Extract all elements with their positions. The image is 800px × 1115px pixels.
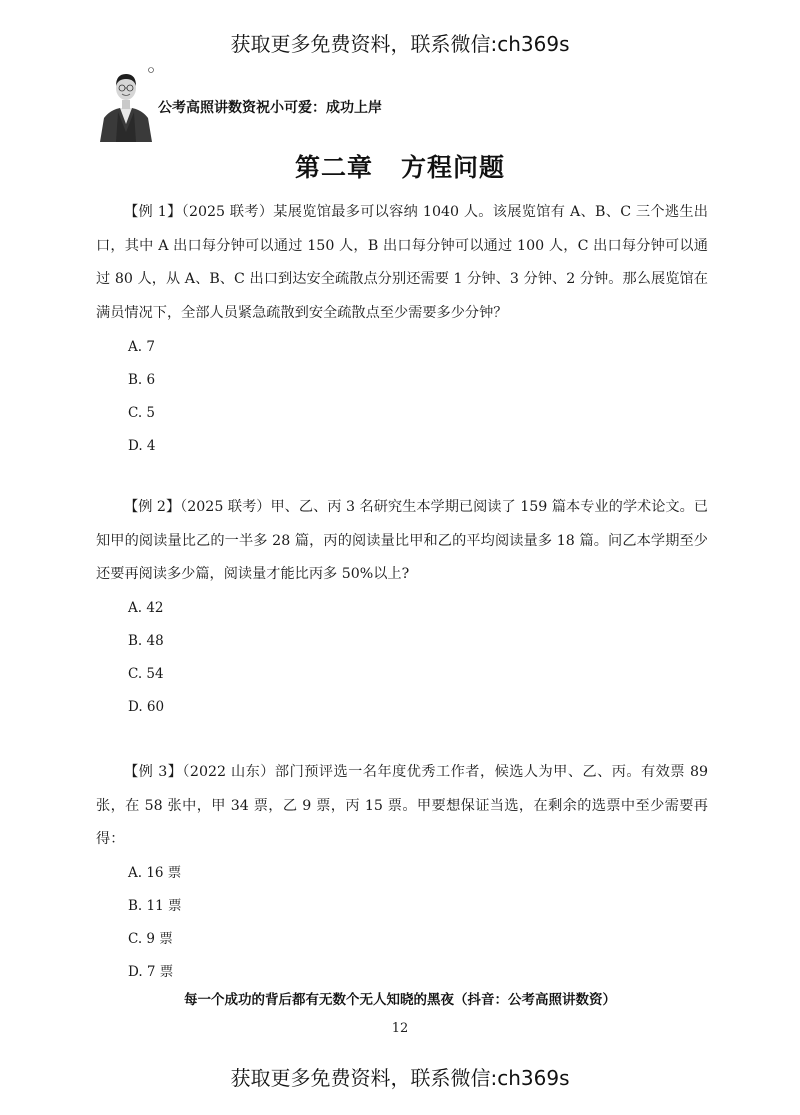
option-d: D. 7 票 bbox=[128, 963, 174, 980]
watermark-bottom: 获取更多免费资料，联系微信:ch369s bbox=[230, 1066, 570, 1090]
question-stem: 【例 2】（2025 联考）甲、乙、丙 3 名研究生本学期已阅读了 159 篇本专业的学术论文。已知甲的阅读量比乙的一半多 28 篇，丙的阅读量比甲和乙的平均阅读量多 18 篇。问乙本学期至少还要再阅读多少篇，阅读量才能比丙多 50%以上? bbox=[96, 499, 708, 582]
footer-slogan: 每一个成功的背后都有无数个无人知晓的黑夜（抖音：公考高照讲数资） bbox=[184, 992, 616, 1008]
option-d: D. 4 bbox=[128, 438, 156, 454]
question-stem: 【例 1】（2025 联考）某展览馆最多可以容纳 1040 人。该展览馆有 A、B、C 三个逃生出口，其中 A 出口每分钟可以通过 150 人，B 出口每分钟可以通过 100 人，C 出口每分钟可以通过 80 人，从 A、B、C 出口到达安全疏散点分别还需要 1 分钟、3 分钟、2 分钟。那么展览馆在满员情况下，全部人员紧急疏散到安全疏散点至少需要多少分钟？ bbox=[96, 204, 708, 321]
option-b: B. 6 bbox=[128, 372, 156, 388]
option-b: B. 48 bbox=[128, 632, 164, 649]
option-a: A. 7 bbox=[128, 339, 155, 355]
option-list bbox=[96, 857, 708, 989]
question-3 bbox=[96, 756, 708, 989]
question-stem: 【例 3】（2022 山东）部门预评选一名年度优秀工作者，候选人为甲、乙、丙。有效票 89 张，在 58 张中，甲 34 票，乙 9 票，丙 15 票。甲要想保证当选，在剩余的选票中至少需要再得： bbox=[96, 764, 708, 847]
option-list bbox=[96, 331, 708, 463]
option-c: C. 5 bbox=[128, 405, 156, 421]
question-1 bbox=[96, 196, 708, 463]
option-d: D. 60 bbox=[128, 698, 165, 715]
option-c: C. 54 bbox=[128, 665, 164, 682]
header-greeting: 公考高照讲数资祝小可爱：成功上岸 bbox=[158, 100, 382, 116]
chapter-title bbox=[0, 148, 800, 184]
option-list bbox=[96, 592, 708, 724]
chapter-number: 第二章 bbox=[294, 153, 373, 182]
teacher-photo bbox=[96, 66, 156, 142]
option-a: A. 42 bbox=[128, 599, 164, 616]
watermark-top: 获取更多免费资料，联系微信:ch369s bbox=[230, 32, 570, 56]
option-a: A. 16 票 bbox=[128, 864, 182, 881]
page-number: 12 bbox=[391, 1021, 409, 1036]
chapter-name: 方程问题 bbox=[401, 153, 506, 182]
option-c: C. 9 票 bbox=[128, 930, 173, 947]
question-2 bbox=[96, 491, 708, 724]
option-b: B. 11 票 bbox=[128, 897, 182, 914]
